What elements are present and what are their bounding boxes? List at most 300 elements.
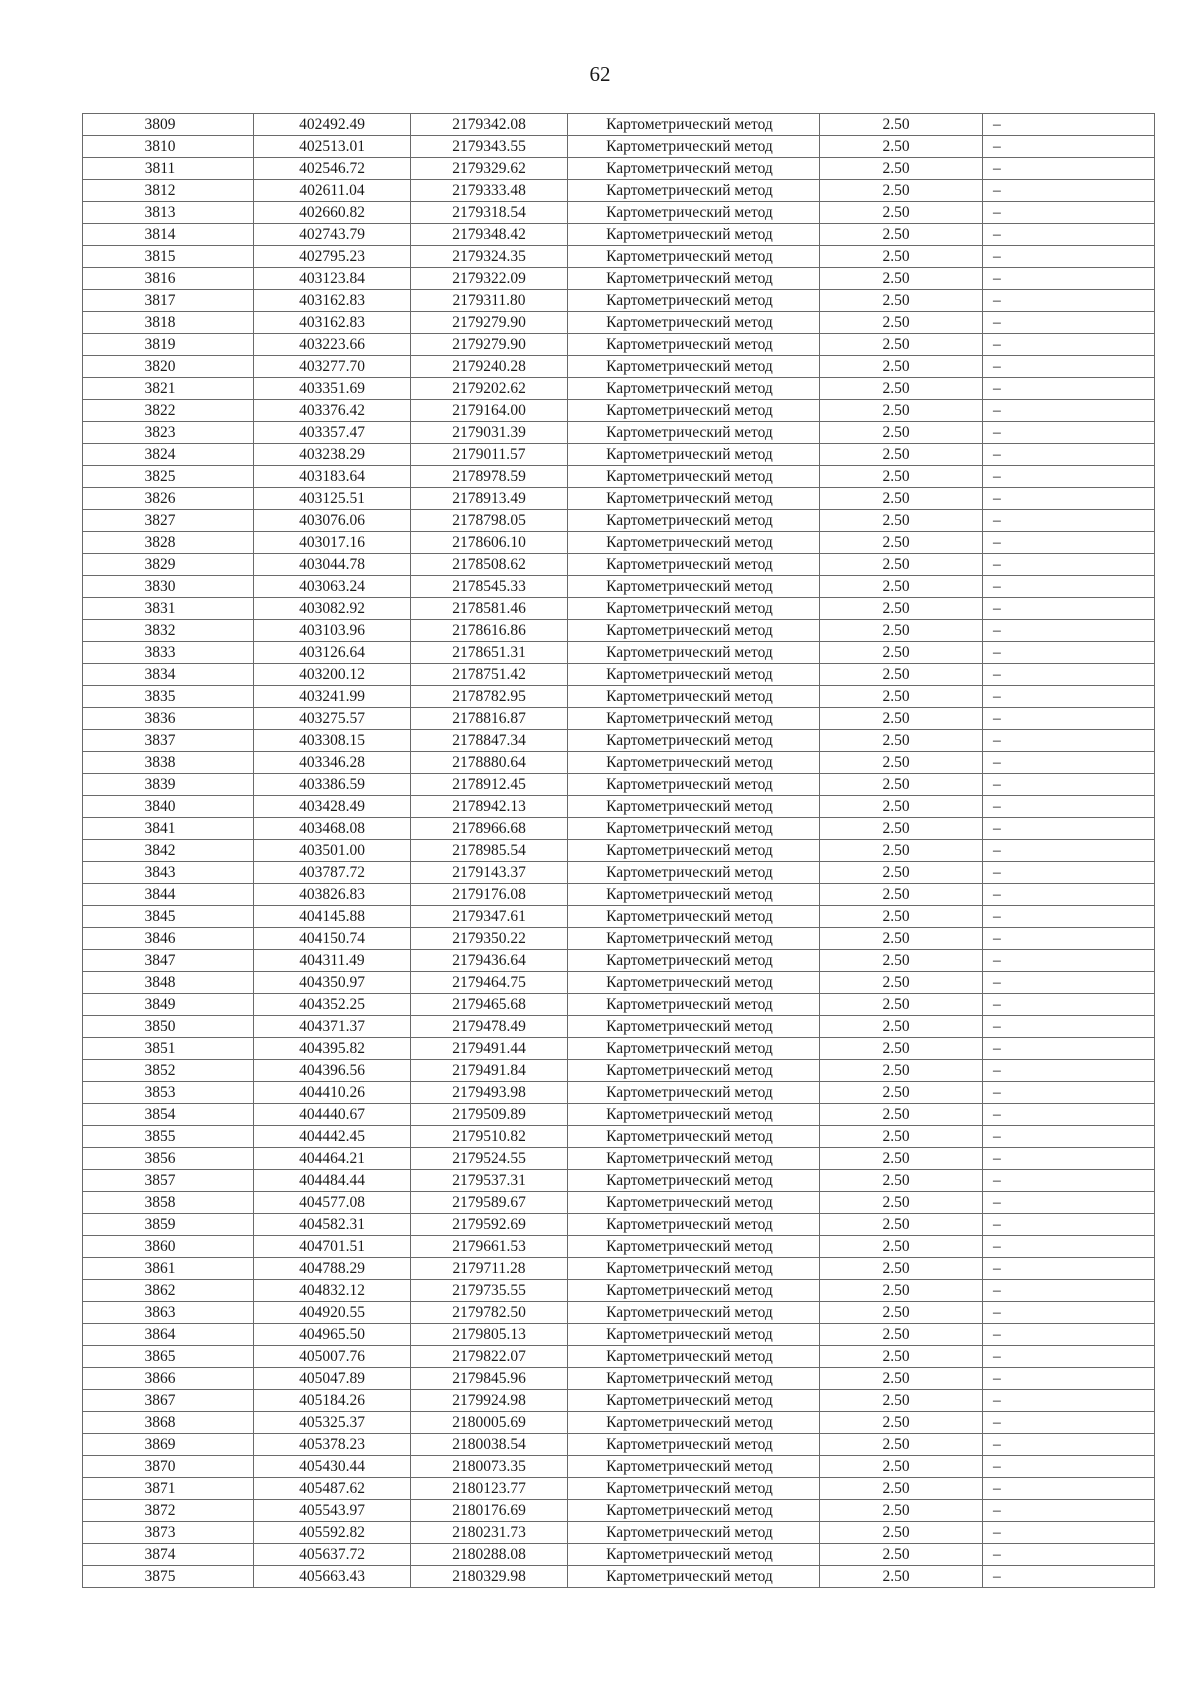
y-coordinate-cell: 2179279.90: [411, 312, 568, 334]
note-cell: –: [983, 400, 1155, 422]
point-number-cell: 3842: [83, 840, 254, 862]
table-row: [83, 686, 1155, 708]
table-row: [83, 334, 1155, 356]
table-row: [83, 1280, 1155, 1302]
accuracy-cell: 2.50: [820, 1060, 983, 1082]
y-coordinate-cell: 2179822.07: [411, 1346, 568, 1368]
point-number-cell: 3819: [83, 334, 254, 356]
accuracy-cell: 2.50: [820, 1390, 983, 1412]
note-cell: –: [983, 752, 1155, 774]
method-cell: Картометрический метод: [568, 1478, 820, 1500]
method-cell: Картометрический метод: [568, 1390, 820, 1412]
note-cell: –: [983, 312, 1155, 334]
y-coordinate-cell: 2179845.96: [411, 1368, 568, 1390]
point-number-cell: 3828: [83, 532, 254, 554]
table-row: [83, 774, 1155, 796]
point-number-cell: 3848: [83, 972, 254, 994]
x-coordinate-cell: 402513.01: [254, 136, 411, 158]
y-coordinate-cell: 2179592.69: [411, 1214, 568, 1236]
x-coordinate-cell: 405592.82: [254, 1522, 411, 1544]
x-coordinate-cell: 403275.57: [254, 708, 411, 730]
y-coordinate-cell: 2179318.54: [411, 202, 568, 224]
accuracy-cell: 2.50: [820, 620, 983, 642]
x-coordinate-cell: 403386.59: [254, 774, 411, 796]
y-coordinate-cell: 2179240.28: [411, 356, 568, 378]
note-cell: –: [983, 1214, 1155, 1236]
method-cell: Картометрический метод: [568, 1258, 820, 1280]
point-number-cell: 3809: [83, 114, 254, 136]
table-row: [83, 664, 1155, 686]
x-coordinate-cell: 405007.76: [254, 1346, 411, 1368]
y-coordinate-cell: 2179311.80: [411, 290, 568, 312]
x-coordinate-cell: 403826.83: [254, 884, 411, 906]
note-cell: –: [983, 1346, 1155, 1368]
y-coordinate-cell: 2178606.10: [411, 532, 568, 554]
x-coordinate-cell: 404410.26: [254, 1082, 411, 1104]
accuracy-cell: 2.50: [820, 268, 983, 290]
y-coordinate-cell: 2179031.39: [411, 422, 568, 444]
y-coordinate-cell: 2178913.49: [411, 488, 568, 510]
table-row: [83, 224, 1155, 246]
y-coordinate-cell: 2179805.13: [411, 1324, 568, 1346]
table-row: [83, 620, 1155, 642]
point-number-cell: 3865: [83, 1346, 254, 1368]
accuracy-cell: 2.50: [820, 1456, 983, 1478]
x-coordinate-cell: 402660.82: [254, 202, 411, 224]
y-coordinate-cell: 2179537.31: [411, 1170, 568, 1192]
y-coordinate-cell: 2179011.57: [411, 444, 568, 466]
table-row: [83, 246, 1155, 268]
method-cell: Картометрический метод: [568, 796, 820, 818]
point-number-cell: 3874: [83, 1544, 254, 1566]
point-number-cell: 3867: [83, 1390, 254, 1412]
y-coordinate-cell: 2179176.08: [411, 884, 568, 906]
accuracy-cell: 2.50: [820, 554, 983, 576]
x-coordinate-cell: 404832.12: [254, 1280, 411, 1302]
accuracy-cell: 2.50: [820, 642, 983, 664]
accuracy-cell: 2.50: [820, 180, 983, 202]
note-cell: –: [983, 136, 1155, 158]
note-cell: –: [983, 906, 1155, 928]
table-row: [83, 422, 1155, 444]
point-number-cell: 3821: [83, 378, 254, 400]
point-number-cell: 3810: [83, 136, 254, 158]
point-number-cell: 3854: [83, 1104, 254, 1126]
point-number-cell: 3838: [83, 752, 254, 774]
table-row: [83, 1082, 1155, 1104]
x-coordinate-cell: 403082.92: [254, 598, 411, 620]
y-coordinate-cell: 2178782.95: [411, 686, 568, 708]
table-row: [83, 1324, 1155, 1346]
point-number-cell: 3861: [83, 1258, 254, 1280]
table-row: [83, 708, 1155, 730]
method-cell: Картометрический метод: [568, 1060, 820, 1082]
point-number-cell: 3823: [83, 422, 254, 444]
point-number-cell: 3835: [83, 686, 254, 708]
accuracy-cell: 2.50: [820, 1522, 983, 1544]
table-row: [83, 906, 1155, 928]
y-coordinate-cell: 2180231.73: [411, 1522, 568, 1544]
y-coordinate-cell: 2179589.67: [411, 1192, 568, 1214]
y-coordinate-cell: 2179333.48: [411, 180, 568, 202]
note-cell: –: [983, 268, 1155, 290]
y-coordinate-cell: 2179143.37: [411, 862, 568, 884]
y-coordinate-cell: 2178616.86: [411, 620, 568, 642]
accuracy-cell: 2.50: [820, 1280, 983, 1302]
note-cell: –: [983, 598, 1155, 620]
method-cell: Картометрический метод: [568, 1544, 820, 1566]
table-row: [83, 312, 1155, 334]
y-coordinate-cell: 2178880.64: [411, 752, 568, 774]
accuracy-cell: 2.50: [820, 158, 983, 180]
table-row: [83, 818, 1155, 840]
table-row: [83, 1214, 1155, 1236]
point-number-cell: 3875: [83, 1566, 254, 1588]
table-row: [83, 400, 1155, 422]
accuracy-cell: 2.50: [820, 1082, 983, 1104]
x-coordinate-cell: 403126.64: [254, 642, 411, 664]
point-number-cell: 3829: [83, 554, 254, 576]
note-cell: –: [983, 950, 1155, 972]
point-number-cell: 3872: [83, 1500, 254, 1522]
point-number-cell: 3832: [83, 620, 254, 642]
y-coordinate-cell: 2179711.28: [411, 1258, 568, 1280]
y-coordinate-cell: 2180005.69: [411, 1412, 568, 1434]
note-cell: –: [983, 180, 1155, 202]
x-coordinate-cell: 404484.44: [254, 1170, 411, 1192]
accuracy-cell: 2.50: [820, 730, 983, 752]
y-coordinate-cell: 2178508.62: [411, 554, 568, 576]
y-coordinate-cell: 2179491.44: [411, 1038, 568, 1060]
y-coordinate-cell: 2179164.00: [411, 400, 568, 422]
note-cell: –: [983, 532, 1155, 554]
note-cell: –: [983, 1368, 1155, 1390]
method-cell: Картометрический метод: [568, 444, 820, 466]
table-row: [83, 972, 1155, 994]
x-coordinate-cell: 404965.50: [254, 1324, 411, 1346]
table-row: [83, 928, 1155, 950]
x-coordinate-cell: 404464.21: [254, 1148, 411, 1170]
x-coordinate-cell: 404920.55: [254, 1302, 411, 1324]
note-cell: –: [983, 664, 1155, 686]
x-coordinate-cell: 403162.83: [254, 312, 411, 334]
note-cell: –: [983, 1258, 1155, 1280]
table-row: [83, 1478, 1155, 1500]
table-row: [83, 598, 1155, 620]
note-cell: –: [983, 576, 1155, 598]
table-row: [83, 158, 1155, 180]
method-cell: Картометрический метод: [568, 752, 820, 774]
y-coordinate-cell: 2179782.50: [411, 1302, 568, 1324]
point-number-cell: 3843: [83, 862, 254, 884]
table-row: [83, 796, 1155, 818]
note-cell: –: [983, 1522, 1155, 1544]
x-coordinate-cell: 403044.78: [254, 554, 411, 576]
point-number-cell: 3812: [83, 180, 254, 202]
point-number-cell: 3847: [83, 950, 254, 972]
point-number-cell: 3849: [83, 994, 254, 1016]
x-coordinate-cell: 402492.49: [254, 114, 411, 136]
x-coordinate-cell: 404150.74: [254, 928, 411, 950]
accuracy-cell: 2.50: [820, 928, 983, 950]
method-cell: Картометрический метод: [568, 774, 820, 796]
table-row: [83, 1390, 1155, 1412]
table-row: [83, 1544, 1155, 1566]
method-cell: Картометрический метод: [568, 532, 820, 554]
point-number-cell: 3839: [83, 774, 254, 796]
accuracy-cell: 2.50: [820, 752, 983, 774]
x-coordinate-cell: 405430.44: [254, 1456, 411, 1478]
accuracy-cell: 2.50: [820, 994, 983, 1016]
table-row: [83, 114, 1155, 136]
method-cell: Картометрический метод: [568, 136, 820, 158]
method-cell: Картометрический метод: [568, 1456, 820, 1478]
x-coordinate-cell: 403123.84: [254, 268, 411, 290]
method-cell: Картометрический метод: [568, 180, 820, 202]
method-cell: Картометрический метод: [568, 884, 820, 906]
point-number-cell: 3817: [83, 290, 254, 312]
x-coordinate-cell: 404396.56: [254, 1060, 411, 1082]
accuracy-cell: 2.50: [820, 1104, 983, 1126]
y-coordinate-cell: 2178816.87: [411, 708, 568, 730]
point-number-cell: 3833: [83, 642, 254, 664]
x-coordinate-cell: 403787.72: [254, 862, 411, 884]
accuracy-cell: 2.50: [820, 686, 983, 708]
note-cell: –: [983, 1324, 1155, 1346]
table-row: [83, 1368, 1155, 1390]
table-row: [83, 730, 1155, 752]
accuracy-cell: 2.50: [820, 378, 983, 400]
accuracy-cell: 2.50: [820, 312, 983, 334]
y-coordinate-cell: 2180038.54: [411, 1434, 568, 1456]
table-row: [83, 1500, 1155, 1522]
point-number-cell: 3834: [83, 664, 254, 686]
table-row: [83, 1016, 1155, 1038]
accuracy-cell: 2.50: [820, 1170, 983, 1192]
point-number-cell: 3820: [83, 356, 254, 378]
point-number-cell: 3863: [83, 1302, 254, 1324]
method-cell: Картометрический метод: [568, 224, 820, 246]
note-cell: –: [983, 884, 1155, 906]
note-cell: –: [983, 1302, 1155, 1324]
method-cell: Картометрический метод: [568, 664, 820, 686]
point-number-cell: 3852: [83, 1060, 254, 1082]
method-cell: Картометрический метод: [568, 818, 820, 840]
x-coordinate-cell: 402795.23: [254, 246, 411, 268]
method-cell: Картометрический метод: [568, 378, 820, 400]
y-coordinate-cell: 2180176.69: [411, 1500, 568, 1522]
x-coordinate-cell: 403357.47: [254, 422, 411, 444]
accuracy-cell: 2.50: [820, 444, 983, 466]
x-coordinate-cell: 405184.26: [254, 1390, 411, 1412]
table-row: [83, 576, 1155, 598]
method-cell: Картометрический метод: [568, 334, 820, 356]
note-cell: –: [983, 378, 1155, 400]
table-row: [83, 378, 1155, 400]
note-cell: –: [983, 114, 1155, 136]
accuracy-cell: 2.50: [820, 862, 983, 884]
table-row: [83, 1302, 1155, 1324]
table-row: [83, 642, 1155, 664]
x-coordinate-cell: 403200.12: [254, 664, 411, 686]
note-cell: –: [983, 862, 1155, 884]
x-coordinate-cell: 402546.72: [254, 158, 411, 180]
table-row: [83, 1104, 1155, 1126]
accuracy-cell: 2.50: [820, 136, 983, 158]
table-row: [83, 1456, 1155, 1478]
note-cell: –: [983, 994, 1155, 1016]
method-cell: Картометрический метод: [568, 1236, 820, 1258]
accuracy-cell: 2.50: [820, 796, 983, 818]
method-cell: Картометрический метод: [568, 1104, 820, 1126]
y-coordinate-cell: 2179524.55: [411, 1148, 568, 1170]
x-coordinate-cell: 404577.08: [254, 1192, 411, 1214]
method-cell: Картометрический метод: [568, 1346, 820, 1368]
point-number-cell: 3815: [83, 246, 254, 268]
y-coordinate-cell: 2179343.55: [411, 136, 568, 158]
point-number-cell: 3836: [83, 708, 254, 730]
y-coordinate-cell: 2178581.46: [411, 598, 568, 620]
x-coordinate-cell: 403376.42: [254, 400, 411, 422]
y-coordinate-cell: 2178751.42: [411, 664, 568, 686]
note-cell: –: [983, 1456, 1155, 1478]
x-coordinate-cell: 403468.08: [254, 818, 411, 840]
y-coordinate-cell: 2179348.42: [411, 224, 568, 246]
method-cell: Картометрический метод: [568, 1082, 820, 1104]
x-coordinate-cell: 403501.00: [254, 840, 411, 862]
accuracy-cell: 2.50: [820, 532, 983, 554]
accuracy-cell: 2.50: [820, 1368, 983, 1390]
table-row: [83, 1566, 1155, 1588]
y-coordinate-cell: 2178912.45: [411, 774, 568, 796]
point-number-cell: 3870: [83, 1456, 254, 1478]
point-number-cell: 3827: [83, 510, 254, 532]
note-cell: –: [983, 686, 1155, 708]
point-number-cell: 3841: [83, 818, 254, 840]
y-coordinate-cell: 2179279.90: [411, 334, 568, 356]
y-coordinate-cell: 2180073.35: [411, 1456, 568, 1478]
accuracy-cell: 2.50: [820, 1346, 983, 1368]
method-cell: Картометрический метод: [568, 158, 820, 180]
note-cell: –: [983, 1544, 1155, 1566]
note-cell: –: [983, 1016, 1155, 1038]
note-cell: –: [983, 1038, 1155, 1060]
method-cell: Картометрический метод: [568, 928, 820, 950]
accuracy-cell: 2.50: [820, 1434, 983, 1456]
table-row: [83, 554, 1155, 576]
method-cell: Картометрический метод: [568, 1324, 820, 1346]
table-row: [83, 1170, 1155, 1192]
note-cell: –: [983, 290, 1155, 312]
point-number-cell: 3851: [83, 1038, 254, 1060]
method-cell: Картометрический метод: [568, 510, 820, 532]
point-number-cell: 3816: [83, 268, 254, 290]
point-number-cell: 3873: [83, 1522, 254, 1544]
method-cell: Картометрический метод: [568, 202, 820, 224]
point-number-cell: 3814: [83, 224, 254, 246]
point-number-cell: 3825: [83, 466, 254, 488]
table-row: [83, 202, 1155, 224]
point-number-cell: 3824: [83, 444, 254, 466]
accuracy-cell: 2.50: [820, 510, 983, 532]
x-coordinate-cell: 403428.49: [254, 796, 411, 818]
method-cell: Картометрический метод: [568, 1522, 820, 1544]
y-coordinate-cell: 2180123.77: [411, 1478, 568, 1500]
note-cell: –: [983, 224, 1155, 246]
accuracy-cell: 2.50: [820, 1192, 983, 1214]
method-cell: Картометрический метод: [568, 576, 820, 598]
x-coordinate-cell: 403017.16: [254, 532, 411, 554]
note-cell: –: [983, 796, 1155, 818]
note-cell: –: [983, 1104, 1155, 1126]
note-cell: –: [983, 642, 1155, 664]
note-cell: –: [983, 928, 1155, 950]
accuracy-cell: 2.50: [820, 114, 983, 136]
method-cell: Картометрический метод: [568, 1148, 820, 1170]
note-cell: –: [983, 708, 1155, 730]
table-row: [83, 1148, 1155, 1170]
note-cell: –: [983, 466, 1155, 488]
table-row: [83, 1258, 1155, 1280]
method-cell: Картометрический метод: [568, 1170, 820, 1192]
note-cell: –: [983, 1500, 1155, 1522]
y-coordinate-cell: 2178966.68: [411, 818, 568, 840]
table-row: [83, 950, 1155, 972]
point-number-cell: 3859: [83, 1214, 254, 1236]
note-cell: –: [983, 158, 1155, 180]
table-row: [83, 752, 1155, 774]
table-row: [83, 268, 1155, 290]
note-cell: –: [983, 1192, 1155, 1214]
y-coordinate-cell: 2178978.59: [411, 466, 568, 488]
method-cell: Картометрический метод: [568, 1280, 820, 1302]
y-coordinate-cell: 2179350.22: [411, 928, 568, 950]
note-cell: –: [983, 1170, 1155, 1192]
accuracy-cell: 2.50: [820, 1016, 983, 1038]
table-row: [83, 444, 1155, 466]
y-coordinate-cell: 2178847.34: [411, 730, 568, 752]
table-row: [83, 862, 1155, 884]
x-coordinate-cell: 403103.96: [254, 620, 411, 642]
y-coordinate-cell: 2180329.98: [411, 1566, 568, 1588]
x-coordinate-cell: 405663.43: [254, 1566, 411, 1588]
method-cell: Картометрический метод: [568, 708, 820, 730]
point-number-cell: 3830: [83, 576, 254, 598]
x-coordinate-cell: 405543.97: [254, 1500, 411, 1522]
x-coordinate-cell: 404440.67: [254, 1104, 411, 1126]
y-coordinate-cell: 2179464.75: [411, 972, 568, 994]
point-number-cell: 3846: [83, 928, 254, 950]
note-cell: –: [983, 972, 1155, 994]
note-cell: –: [983, 840, 1155, 862]
point-number-cell: 3869: [83, 1434, 254, 1456]
x-coordinate-cell: 405378.23: [254, 1434, 411, 1456]
x-coordinate-cell: 402611.04: [254, 180, 411, 202]
point-number-cell: 3857: [83, 1170, 254, 1192]
x-coordinate-cell: 404582.31: [254, 1214, 411, 1236]
table-row: [83, 466, 1155, 488]
table-row: [83, 180, 1155, 202]
table-row: [83, 994, 1155, 1016]
accuracy-cell: 2.50: [820, 488, 983, 510]
table-row: [83, 290, 1155, 312]
accuracy-cell: 2.50: [820, 950, 983, 972]
table-row: [83, 1346, 1155, 1368]
note-cell: –: [983, 774, 1155, 796]
accuracy-cell: 2.50: [820, 840, 983, 862]
x-coordinate-cell: 403238.29: [254, 444, 411, 466]
note-cell: –: [983, 620, 1155, 642]
